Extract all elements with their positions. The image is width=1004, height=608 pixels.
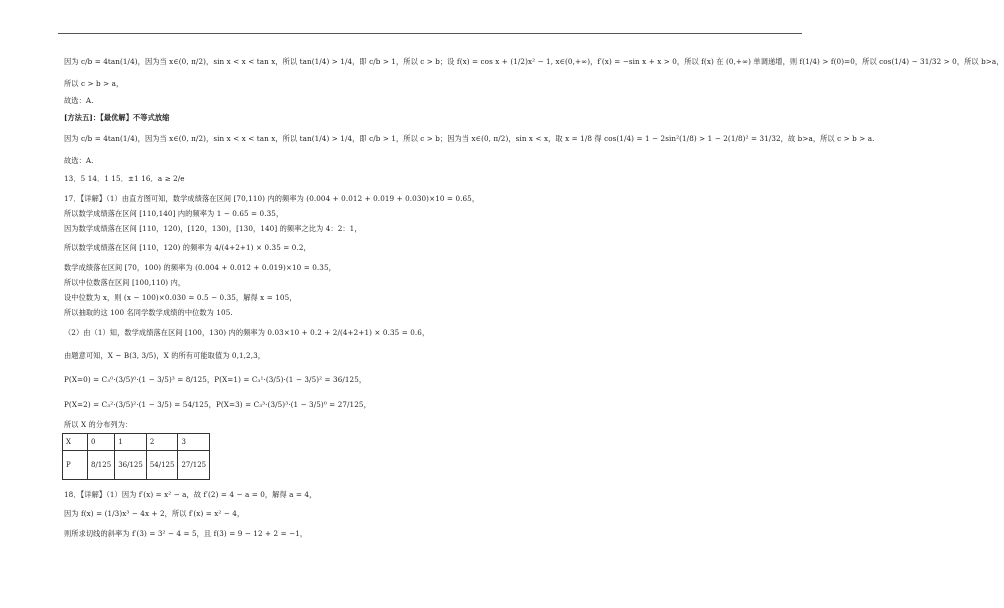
text-line: 13．5 14．1 15．±1 16．a ≥ 2/e (64, 174, 185, 183)
table-header-row (63, 434, 210, 451)
text-line: 由题意可知，X ~ B(3, 3/5)，X 的所有可能取值为 0,1,2,3， (64, 351, 266, 360)
text-line: 因为 f(x) = (1/3)x³ − 4x + 2，所以 f′(x) = x² − 4， (64, 509, 245, 518)
text-line: 所以数学成绩落在区间 [110，120) 的频率为 4/(4+2+1) × 0.35 = 0.2， (64, 243, 311, 252)
table-cell: X (63, 434, 88, 451)
table-cell: 27/125 (178, 451, 210, 480)
header-rule (58, 33, 802, 34)
table-cell: 1 (115, 434, 147, 451)
text-line: 所以数学成绩落在区间 [110,140] 内的频率为 1 − 0.65 = 0.35， (64, 209, 284, 218)
table-row (63, 451, 210, 480)
table-cell: 36/125 (115, 451, 147, 480)
text-line: 所以 c > b > a， (64, 79, 124, 88)
text-line: 因为 c/b = 4tan(1/4)，因为当 x∈(0, π/2)，sin x < x < tan x，所以 tan(1/4) > 1/4，即 c/b > 1，所以 c > b；因为当 x∈(0, π/2)，sin x < x，取 x = 1/8 得 cos(1/4) = 1 − 2sin²(1/8) > 1 − 2(1/8)² = 31/32，故 b>a，所以 c > b > a. (64, 134, 875, 143)
text-line: 设中位数为 x，则 (x − 100)×0.030 = 0.5 − 0.35，解得 x = 105， (64, 293, 297, 302)
text-line: P(X=2) = C₃²·(3/5)²·(1 − 3/5) = 54/125，P(X=3) = C₃³·(3/5)³·(1 − 3/5)⁰ = 27/125， (64, 400, 371, 409)
text-line: 因为 c/b = 4tan(1/4)，因为当 x∈(0, π/2)，sin x < x < tan x，所以 tan(1/4) > 1/4，即 c/b > 1，所以 c > b；设 f(x) = cos x + (1/2)x² − 1, x∈(0,+∞)，f′(x) = −sin x + x > 0，所以 f(x) 在 (0,+∞) 单调递增，则 f(1/4) > f(0)=0，所以 cos(1/4) − 31/32 > 0，所以 b>a， (64, 57, 1004, 66)
table-cell: 3 (178, 434, 210, 451)
table-cell: 8/125 (88, 451, 115, 480)
table-cell: 0 (88, 434, 115, 451)
text-line: 18．【详解】（1）因为 f′(x) = x² − a，故 f′(2) = 4 − a = 0，解得 a = 4， (64, 490, 317, 499)
distribution-table (62, 433, 210, 480)
text-line: 故选：A. (64, 156, 94, 165)
text-line: [方法五]：【最优解】不等式放缩 (64, 113, 170, 122)
text-line: 因为数学成绩落在区间 [110，120)，[120，130)，[130，140] 的频率之比为 4：2：1， (64, 224, 362, 233)
table-cell: P (63, 451, 88, 480)
text-line: P(X=0) = C₃⁰·(3/5)⁰·(1 − 3/5)³ = 8/125，P(X=1) = C₃¹·(3/5)·(1 − 3/5)² = 36/125， (64, 375, 367, 384)
text-line: 故选：A. (64, 96, 94, 105)
text-line: 则所求切线的斜率为 f′(3) = 3² − 4 = 5，且 f(3) = 9 − 12 + 2 = −1， (64, 529, 308, 538)
table-cell: 2 (146, 434, 178, 451)
text-line: （2）由（1）知，数学成绩落在区间 [100，130) 内的频率为 0.03×10 + 0.2 + 2/(4+2+1) × 0.35 = 0.6， (64, 328, 430, 337)
text-line: 数学成绩落在区间 [70，100) 的频率为 (0.004 + 0.012 + 0.019)×10 = 0.35， (64, 263, 336, 272)
text-line: 所以 X 的分布列为： (64, 420, 133, 429)
text-line: 所以抽取的这 100 名同学数学成绩的中位数为 105. (64, 308, 233, 317)
text-line: 所以中位数落在区间 [100,110) 内， (64, 278, 186, 287)
text-line: 17．【详解】（1）由直方图可知，数学成绩落在区间 [70,110) 内的频率为 (0.004 + 0.012 + 0.019 + 0.030)×10 = 0.65， (64, 194, 480, 203)
table-cell: 54/125 (146, 451, 178, 480)
